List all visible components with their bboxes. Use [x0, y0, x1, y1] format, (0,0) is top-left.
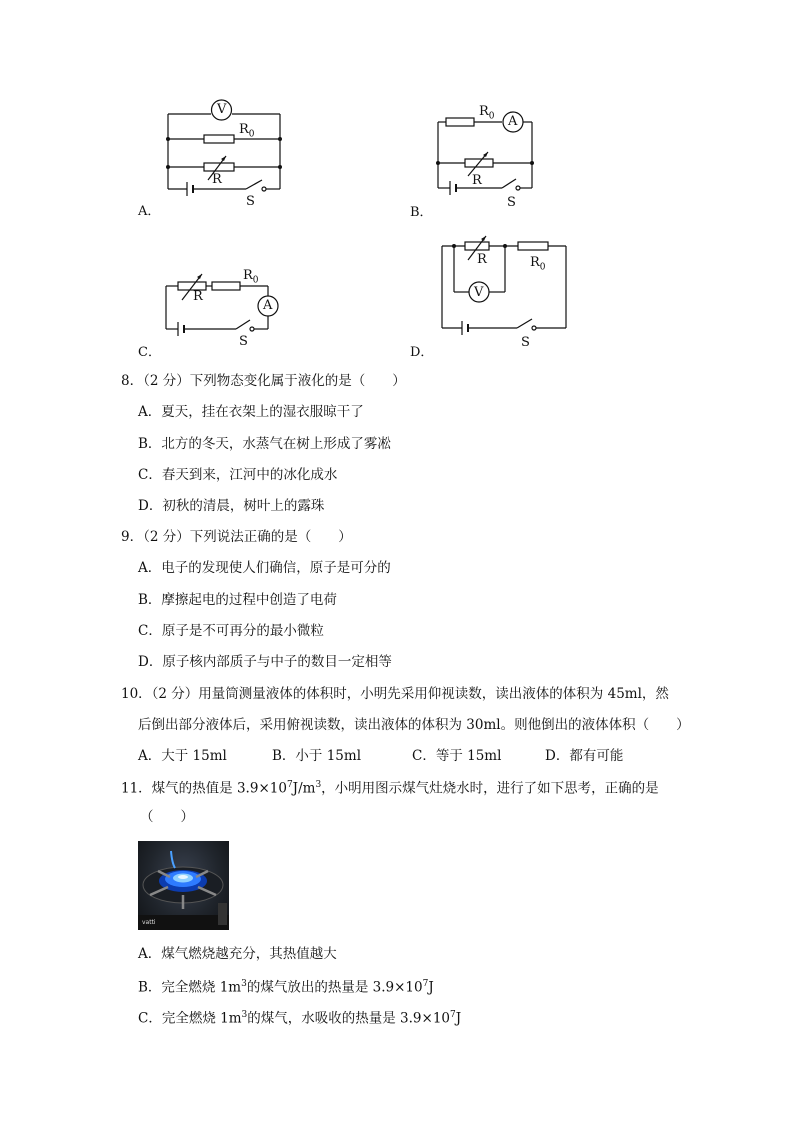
option-d-label: D． [410, 345, 434, 360]
circuit-d-diagram [410, 236, 580, 356]
q11-stem-line2: （ ） [140, 809, 194, 825]
circuit-c [138, 268, 298, 358]
switch-label: S [246, 194, 255, 209]
circuit-c-diagram [138, 268, 298, 358]
ammeter-label: A [508, 114, 518, 129]
option-a-label: A． [138, 204, 161, 219]
gas-stove-image [138, 841, 229, 930]
q10-option-a: A．大于 15ml [138, 748, 227, 764]
circuit-d [410, 236, 580, 360]
q8-option-a: A．夏天，挂在衣架上的湿衣服晾干了 [138, 404, 364, 420]
q10-option-b: B．小于 15ml [272, 748, 362, 764]
r0-label: $R_0$ [530, 255, 546, 273]
burner-flame-icon [138, 841, 229, 930]
q11-stem: 11．煤气的热值是 $3.9\times 10^7J/m^3$，小明用图示煤气灶烧水时，进行了如下思考，正确的是 [121, 780, 659, 797]
q9-option-b: B．摩擦起电的过程中创造了电荷 [138, 592, 337, 608]
q11-option-c: C．完全燃烧 $1m^3$的煤气，水吸收的热量是 $3.9\times 10^7J$ [138, 1010, 462, 1027]
rheostat-label: R [472, 173, 482, 188]
circuit-b [410, 100, 570, 220]
q9-option-a: A．电子的发现使人们确信，原子是可分的 [138, 560, 391, 576]
rheostat-label: R [193, 289, 203, 304]
q10-option-c: C．等于 15ml [412, 748, 502, 764]
q11-option-a: A．煤气燃烧越充分，其热值越大 [138, 946, 337, 962]
ammeter-label: A [263, 298, 273, 313]
q8-stem: 8．（2 分）下列物态变化属于液化的是（ ） [121, 373, 406, 389]
q8-option-b: B．北方的冬天，水蒸气在树上形成了雾凇 [138, 436, 391, 452]
q10-stem-line1: 10．（2 分）用量筒测量液体的体积时，小明先采用仰视读数，读出液体的体积为 45ml，然 [121, 686, 669, 702]
switch-label: S [239, 334, 248, 349]
r0-label: $R_0$ [479, 104, 495, 122]
rheostat-label: R [477, 252, 487, 267]
option-c-label: C． [138, 345, 161, 360]
voltmeter-label: V [474, 285, 484, 300]
q9-option-c: C．原子是不可再分的最小微粒 [138, 623, 324, 639]
r0-label: $R_0$ [243, 268, 259, 286]
r0-label: $R_0$ [239, 122, 255, 140]
brand-caption: vatti [142, 919, 156, 926]
q8-option-d: D．初秋的清晨，树叶上的露珠 [138, 498, 325, 514]
circuit-a [138, 96, 298, 219]
q8-option-c: C．春天到来，江河中的冰化成水 [138, 467, 338, 483]
q10-stem-line2: 后倒出部分液体后，采用俯视读数，读出液体的体积为 30ml。则他倒出的液体体积（ ） [138, 717, 690, 733]
rheostat-label: R [212, 172, 222, 187]
option-b-label: B． [410, 205, 433, 220]
switch-label: S [507, 195, 516, 210]
q11-option-b: B．完全燃烧 $1m^3$的煤气放出的热量是 $3.9\times 10^7J$ [138, 979, 434, 996]
q9-option-d: D．原子核内部质子与中子的数目一定相等 [138, 654, 392, 670]
q10-option-d: D．都有可能 [545, 748, 624, 764]
switch-label: S [521, 335, 530, 350]
q9-stem: 9．（2 分）下列说法正确的是（ ） [121, 529, 352, 545]
voltmeter-label: V [217, 102, 227, 117]
